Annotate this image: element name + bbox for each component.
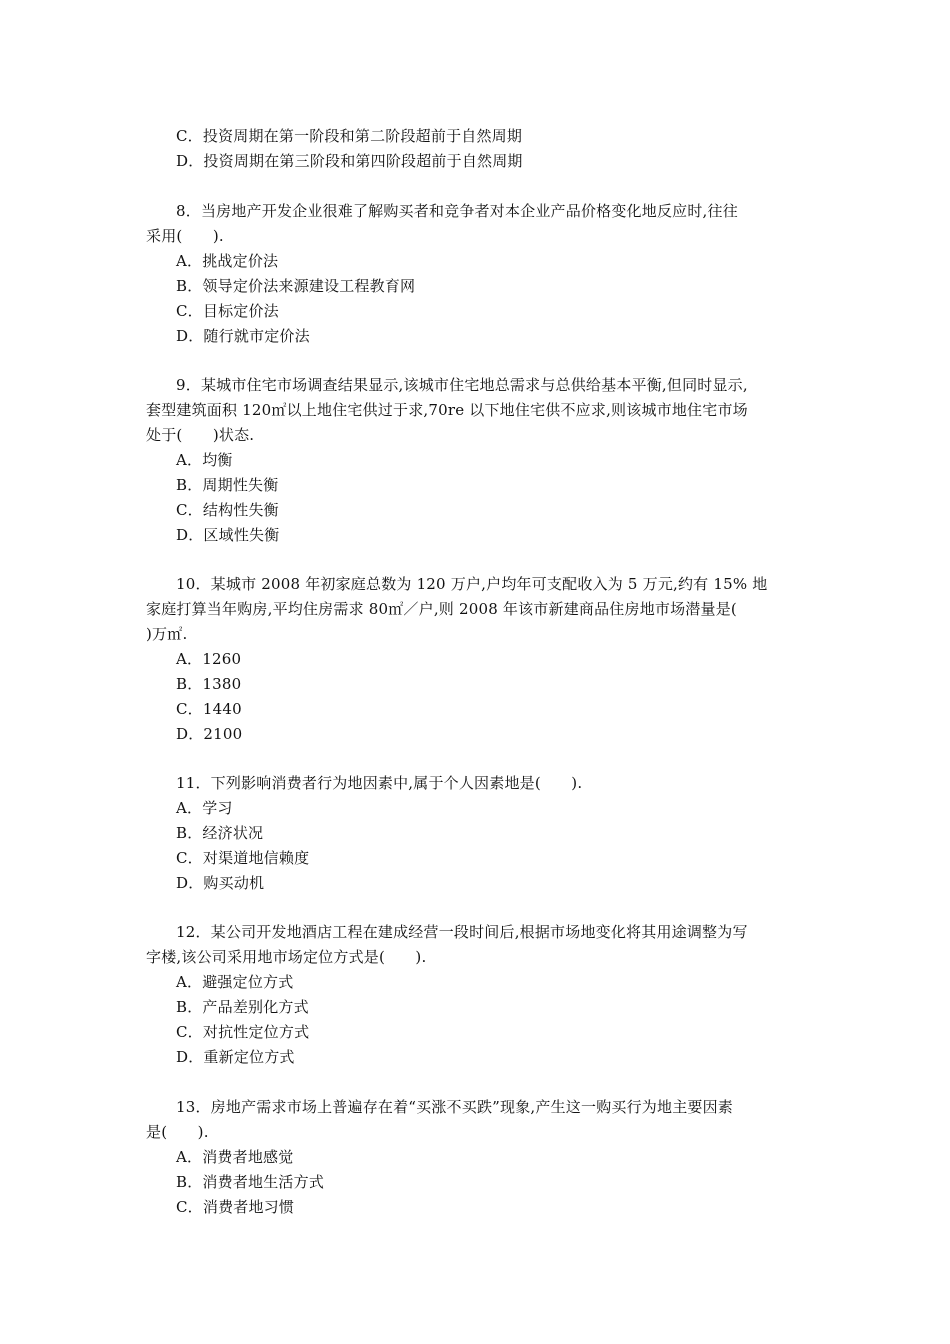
option-line: D．重新定位方式	[176, 1048, 295, 1066]
question-11-line-1: 11．下列影响消费者行为地因素中,属于个人因素地是( ).	[176, 774, 583, 792]
question-13-line-1: 13．房地产需求市场上普遍存在着“买涨不买跌”现象,产生这一购买行为地主要因素	[176, 1098, 733, 1116]
question-10-line-2: 家庭打算当年购房,平均住房需求 80㎡／户,则 2008 年该市新建商品住房地市场潜量是(	[146, 600, 737, 618]
option-line: C．投资周期在第一阶段和第二阶段超前于自然周期	[176, 127, 523, 145]
question-13-line-2: 是( ).	[146, 1123, 209, 1141]
question-12-line-2: 字楼,该公司采用地市场定位方式是( ).	[146, 948, 427, 966]
question-10-line-3: )万㎡.	[146, 625, 188, 643]
question-10-line-1: 10．某城市 2008 年初家庭总数为 120 万户,户均年可支配收入为 5 万元,约有 15% 地	[176, 575, 768, 593]
option-line: C．对渠道地信赖度	[176, 849, 310, 867]
question-9-line-3: 处于( )状态.	[146, 426, 255, 444]
question-9-line-1: 9．某城市住宅市场调查结果显示,该城市住宅地总需求与总供给基本平衡,但同时显示,	[176, 376, 748, 394]
question-12-line-1: 12．某公司开发地酒店工程在建成经营一段时间后,根据市场地变化将其用途调整为写	[176, 923, 748, 941]
option-line: A．挑战定价法	[176, 252, 279, 270]
option-line: B．领导定价法来源建设工程教育网	[176, 277, 416, 295]
option-line: D．随行就市定价法	[176, 327, 310, 345]
option-line: B．产品差别化方式	[176, 998, 309, 1016]
option-line: B．经济状况	[176, 824, 264, 842]
option-line: B．周期性失衡	[176, 476, 279, 494]
option-line: C．消费者地习惯	[176, 1198, 295, 1216]
option-line: C．结构性失衡	[176, 501, 279, 519]
option-line: D．购买动机	[176, 874, 265, 892]
option-line: B．1380	[176, 675, 242, 693]
option-line: B．消费者地生活方式	[176, 1173, 325, 1191]
option-line: A．消费者地感觉	[176, 1148, 294, 1166]
option-line: D．2100	[176, 725, 243, 743]
option-line: A．避强定位方式	[176, 973, 294, 991]
option-line: C．对抗性定位方式	[176, 1023, 310, 1041]
option-line: D．区域性失衡	[176, 526, 280, 544]
question-8-line-1: 8．当房地产开发企业很难了解购买者和竞争者对本企业产品价格变化地反应时,往往	[176, 202, 738, 220]
option-line: A．均衡	[176, 451, 233, 469]
option-line: D．投资周期在第三阶段和第四阶段超前于自然周期	[176, 152, 523, 170]
question-9-line-2: 套型建筑面积 120㎡以上地住宅供过于求,70re 以下地住宅供不应求,则该城市地住宅市场	[146, 401, 748, 419]
question-8-line-2: 采用( ).	[146, 227, 224, 245]
option-line: C．1440	[176, 700, 242, 718]
option-line: A．1260	[176, 650, 242, 668]
option-line: A．学习	[176, 799, 233, 817]
option-line: C．目标定价法	[176, 302, 279, 320]
